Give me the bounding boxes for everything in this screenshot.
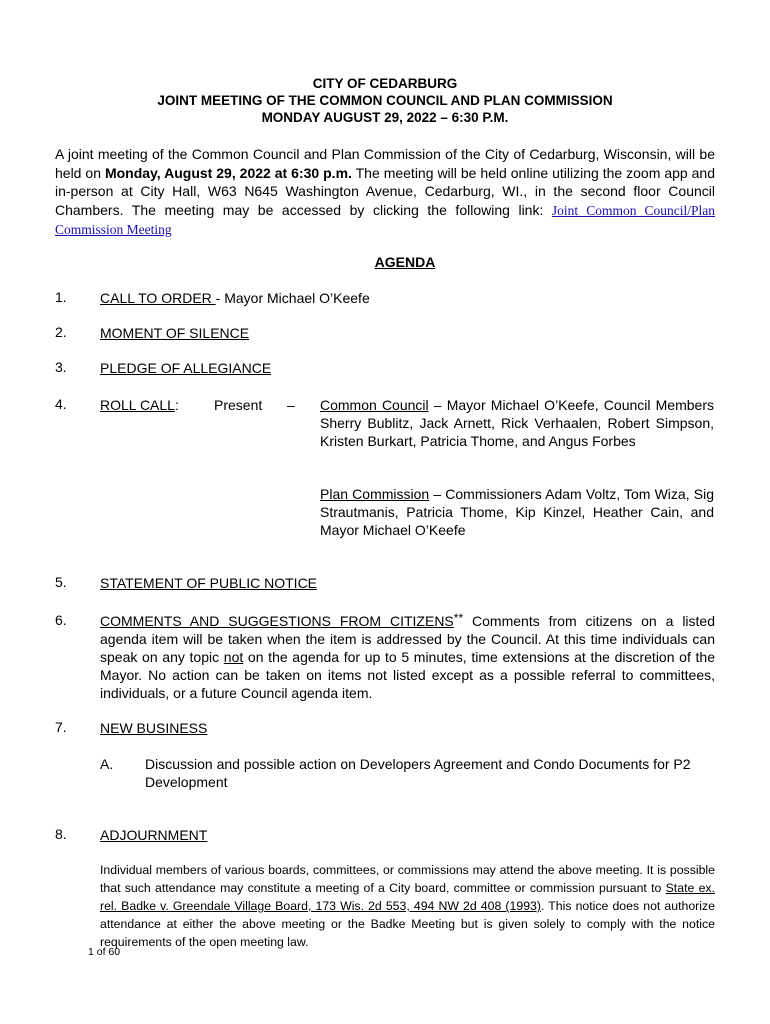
header-date: MONDAY AUGUST 29, 2022 – 6:30 P.M.	[261, 110, 509, 125]
item-1-number: 1.	[55, 289, 67, 305]
intro-text-2: The meeting will be held online utilizing the zoom app and in-person at City Hall, W63 N645 Washington Avenue, Cedarburg, WI., in the second floor Council Chambers. The meeting may be accessed by clicking the following link:	[55, 164, 715, 218]
open-meeting-notice	[100, 861, 715, 951]
roll-call-present: Present	[214, 397, 263, 413]
item-4-title-wrap	[100, 396, 179, 414]
item-6-asterisks: **	[453, 611, 464, 625]
item-2-number: 2.	[55, 324, 67, 340]
header-meeting: JOINT MEETING OF THE COMMON COUNCIL AND PLAN COMMISSION	[157, 93, 613, 108]
item-5-title: STATEMENT OF PUBLIC NOTICE	[100, 575, 318, 591]
intro-meeting-date: Monday, August 29, 2022 at 6:30 p.m.	[104, 164, 352, 181]
plan-commission-label: Plan Commission	[320, 486, 430, 502]
item-7a-text: Discussion and possible action on Developers Agreement and Condo Documents for P2 Development	[145, 756, 691, 790]
item-6-not: not	[223, 649, 244, 665]
item-6-text-1: Comments from citizens on a listed agenda item will be taken when the item is addressed by the Council. At this time individuals can speak on any topic	[100, 613, 716, 665]
common-council-members: – Mayor Michael O’Keefe, Council Members Sherry Bublitz, Jack Arnett, Rick Verhaalen, Robert Simpson, Kristen Burkart, Patricia Thome, and Angus Forbes	[320, 397, 714, 449]
item-1-title: CALL TO ORDER	[100, 290, 216, 306]
item-6-paragraph	[100, 612, 715, 702]
notice-text-1: Individual members of various boards, committees, or commissions may attend the above meeting. It is possible that such attendance may constitute a meeting of a City board, committee or commission pursuant to	[100, 863, 715, 895]
item-6-number: 6.	[55, 612, 67, 628]
common-council-roster	[320, 396, 714, 450]
plan-commission-members: – Commissioners Adam Voltz, Tom Wiza, Sig Strautmanis, Patricia Thome, Kip Kinzel, Heather Cain, and Mayor Michael O’Keefe	[320, 486, 714, 538]
item-8-number: 8.	[55, 826, 67, 842]
item-1-detail: - Mayor Michael O’Keefe	[215, 290, 370, 306]
roll-call-dash: –	[287, 397, 295, 413]
item-7a-letter: A.	[100, 756, 114, 772]
common-council-label: Common Council	[320, 397, 429, 413]
meeting-link[interactable]: Joint Common Council/Plan Commission Meeting	[55, 202, 715, 237]
intro-text-1: A joint meeting of the Common Council and Plan Commission of the City of Cedarburg, Wisconsin, will be held on	[55, 146, 715, 181]
item-3-number: 3.	[55, 359, 67, 375]
item-4-number: 4.	[55, 396, 67, 412]
notice-text-2: . This notice does not authorize attendance at either the above meeting or the Badke Meeting but is given solely to comply with the notice requirements of the open meeting law.	[100, 899, 715, 949]
notice-citation: State ex. rel. Badke v. Greendale Village Board, 173 Wis. 2d 553, 494 NW 2d 408 (1993)	[100, 881, 715, 913]
item-1	[100, 289, 370, 307]
item-8-title: ADJOURNMENT	[100, 827, 208, 843]
item-7-number: 7.	[55, 719, 67, 735]
item-5-number: 5.	[55, 574, 67, 590]
document-header	[0, 75, 770, 126]
item-7-title: NEW BUSINESS	[100, 720, 208, 736]
agenda-title: AGENDA	[374, 254, 436, 270]
item-6-text-2: on the agenda for up to 5 minutes, time extensions at the discretion of the Mayor. No action can be taken on items not listed except as a possible referral to committees, individuals, or a future Council agenda item.	[100, 649, 715, 701]
header-city: CITY OF CEDARBURG	[312, 76, 458, 91]
item-4-colon: :	[174, 397, 179, 413]
plan-commission-roster	[320, 485, 714, 539]
item-2-title: MOMENT OF SILENCE	[100, 325, 250, 341]
item-4-title: ROLL CALL	[100, 397, 175, 413]
intro-paragraph	[55, 145, 715, 240]
item-3-title: PLEDGE OF ALLEGIANCE	[100, 360, 272, 376]
item-6-title: COMMENTS AND SUGGESTIONS FROM CITIZENS	[100, 613, 454, 629]
page-number: 1 of 60	[88, 946, 121, 958]
